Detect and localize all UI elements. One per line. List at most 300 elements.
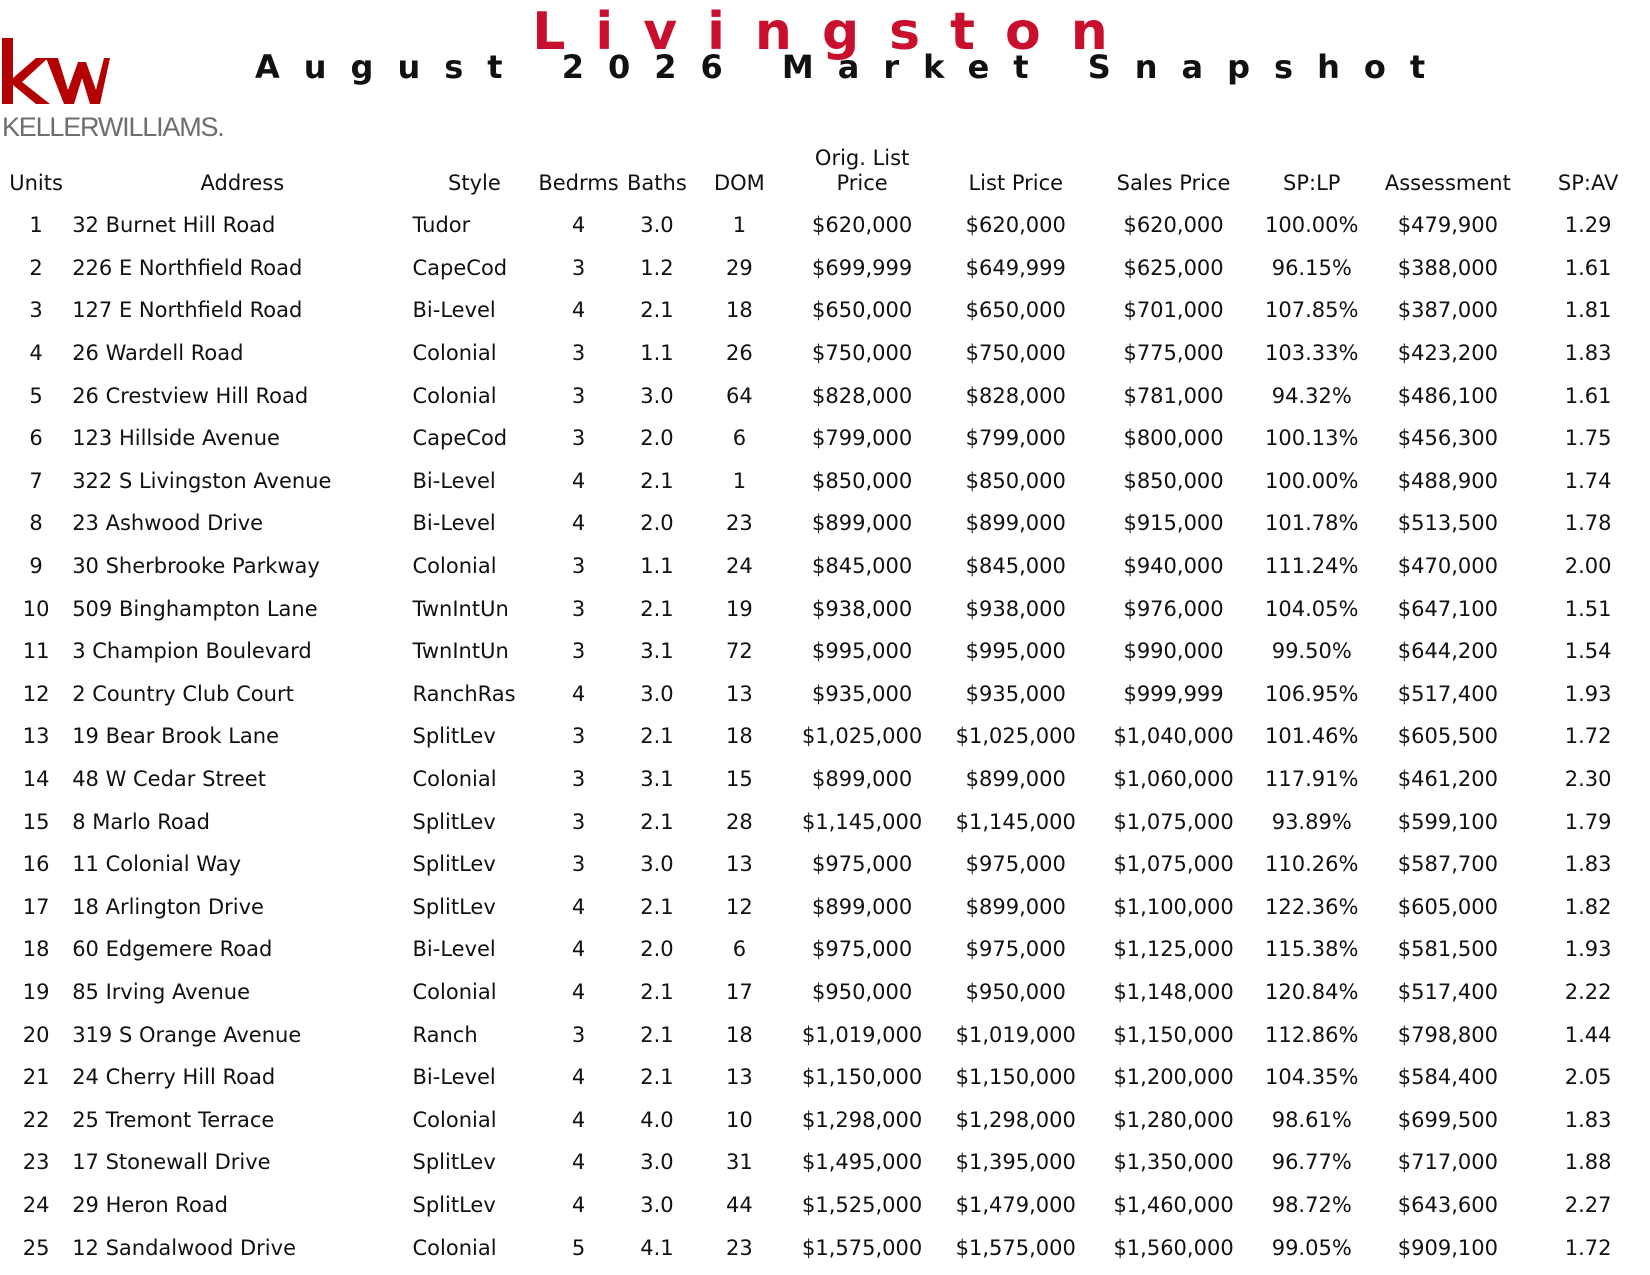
- cell-style: CapeCod: [412, 255, 508, 280]
- cell-sp-av: 1.88: [1564, 1150, 1612, 1175]
- cell-orig-list-price: $1,575,000: [802, 1235, 923, 1260]
- cell-dom: 28: [726, 809, 753, 834]
- cell-bedrooms: 3: [571, 639, 586, 664]
- cell-address: 127 E Northfield Road: [72, 298, 303, 323]
- cell-assessment: $587,700: [1397, 852, 1498, 877]
- cell-style: SplitLev: [412, 894, 496, 919]
- cell-orig-list-price: $899,000: [812, 511, 913, 536]
- cell-unit: 18: [22, 937, 50, 962]
- cell-bedrooms: 4: [571, 894, 586, 919]
- cell-address: 12 Sandalwood Drive: [72, 1235, 296, 1260]
- table-row: [0, 247, 1650, 290]
- cell-sp-av: 1.81: [1564, 298, 1612, 323]
- cell-unit: 12: [22, 681, 50, 706]
- cell-style: TwnIntUn: [412, 596, 509, 621]
- cell-baths: 3.1: [640, 767, 674, 792]
- cell-address: 509 Binghampton Lane: [72, 596, 318, 621]
- cell-address: 3 Champion Boulevard: [72, 639, 312, 664]
- cell-orig-list-price: $899,000: [812, 767, 913, 792]
- cell-dom: 15: [726, 767, 753, 792]
- cell-bedrooms: 3: [571, 554, 586, 579]
- cell-list-price: $899,000: [965, 767, 1066, 792]
- cell-dom: 23: [726, 1235, 753, 1260]
- table-row: [0, 289, 1650, 332]
- cell-unit: 1: [29, 213, 43, 238]
- cell-orig-list-price: $799,000: [812, 426, 913, 451]
- cell-list-price: $1,025,000: [955, 724, 1076, 749]
- cell-address: 85 Irving Avenue: [72, 979, 251, 1004]
- cell-bedrooms: 4: [571, 937, 586, 962]
- cell-baths: 2.1: [640, 724, 674, 749]
- cell-baths: 2.1: [640, 809, 674, 834]
- cell-orig-list-price: $845,000: [812, 554, 913, 579]
- cell-sp-lp: 100.00%: [1265, 468, 1359, 493]
- cell-orig-list-price: $650,000: [812, 298, 913, 323]
- cell-address: 25 Tremont Terrace: [72, 1107, 275, 1132]
- cell-list-price: $899,000: [965, 511, 1066, 536]
- cell-unit: 8: [29, 511, 43, 536]
- cell-assessment: $488,900: [1397, 468, 1498, 493]
- cell-dom: 18: [726, 724, 753, 749]
- cell-address: 226 E Northfield Road: [72, 255, 303, 280]
- cell-unit: 6: [29, 426, 43, 451]
- table-row: [0, 843, 1650, 886]
- cell-assessment: $517,400: [1397, 979, 1498, 1004]
- cell-sp-av: 1.72: [1564, 1235, 1612, 1260]
- table-row: [0, 417, 1650, 460]
- cell-dom: 31: [726, 1150, 753, 1175]
- table-row: [0, 204, 1650, 247]
- table-row: [0, 1013, 1650, 1056]
- cell-sales-price: $990,000: [1123, 639, 1224, 664]
- cell-sp-lp: 96.77%: [1271, 1150, 1352, 1175]
- cell-baths: 1.1: [640, 341, 674, 366]
- cell-sp-lp: 101.78%: [1265, 511, 1359, 536]
- cell-orig-list-price: $850,000: [812, 468, 913, 493]
- cell-baths: 2.1: [640, 894, 674, 919]
- cell-style: RanchRas: [412, 681, 516, 706]
- cell-address: 8 Marlo Road: [72, 809, 210, 834]
- cell-address: 11 Colonial Way: [72, 852, 242, 877]
- cell-orig-list-price: $935,000: [812, 681, 913, 706]
- column-header-sales-price: Sales Price: [1116, 171, 1231, 195]
- cell-bedrooms: 3: [571, 383, 586, 408]
- cell-sp-av: 1.72: [1564, 724, 1612, 749]
- cell-sales-price: $999,999: [1123, 681, 1224, 706]
- cell-bedrooms: 4: [571, 1065, 586, 1090]
- cell-sp-lp: 100.13%: [1265, 426, 1359, 451]
- table-row: [0, 886, 1650, 929]
- cell-assessment: $605,500: [1397, 724, 1498, 749]
- cell-sp-av: 1.74: [1564, 468, 1612, 493]
- cell-orig-list-price: $899,000: [812, 894, 913, 919]
- cell-sales-price: $1,148,000: [1113, 979, 1234, 1004]
- cell-baths: 3.0: [640, 213, 674, 238]
- table-row: [0, 1141, 1650, 1184]
- table-row: [0, 374, 1650, 417]
- cell-bedrooms: 3: [571, 596, 586, 621]
- cell-assessment: $647,100: [1397, 596, 1498, 621]
- cell-dom: 1: [732, 213, 747, 238]
- cell-sp-lp: 120.84%: [1265, 979, 1359, 1004]
- column-header-units: Units: [9, 171, 63, 195]
- cell-sales-price: $1,150,000: [1113, 1022, 1234, 1047]
- cell-orig-list-price: $1,298,000: [802, 1107, 923, 1132]
- cell-list-price: $1,298,000: [955, 1107, 1076, 1132]
- cell-orig-list-price: $975,000: [812, 852, 913, 877]
- cell-sp-lp: 101.46%: [1265, 724, 1359, 749]
- cell-dom: 23: [726, 511, 753, 536]
- logo-wordmark-bold: KELLER: [2, 112, 98, 142]
- cell-sp-av: 1.44: [1564, 1022, 1612, 1047]
- cell-sp-av: 2.22: [1564, 979, 1612, 1004]
- table-row: [0, 673, 1650, 716]
- cell-bedrooms: 4: [571, 298, 586, 323]
- cell-assessment: $584,400: [1397, 1065, 1498, 1090]
- cell-address: 23 Ashwood Drive: [72, 511, 264, 536]
- cell-sp-lp: 99.50%: [1271, 639, 1352, 664]
- cell-bedrooms: 3: [571, 341, 586, 366]
- cell-assessment: $486,100: [1397, 383, 1498, 408]
- cell-address: 123 Hillside Avenue: [72, 426, 280, 451]
- cell-style: SplitLev: [412, 1150, 496, 1175]
- column-header-bedrooms: Bedrms: [538, 171, 619, 195]
- cell-address: 17 Stonewall Drive: [72, 1150, 271, 1175]
- cell-bedrooms: 4: [571, 979, 586, 1004]
- cell-style: Bi-Level: [412, 1065, 496, 1090]
- cell-address: 30 Sherbrooke Parkway: [72, 554, 320, 579]
- cell-assessment: $699,500: [1397, 1107, 1498, 1132]
- cell-sp-lp: 104.05%: [1265, 596, 1359, 621]
- cell-sp-av: 2.30: [1564, 767, 1612, 792]
- cell-sp-lp: 106.95%: [1265, 681, 1359, 706]
- cell-assessment: $388,000: [1397, 255, 1498, 280]
- cell-list-price: $1,019,000: [955, 1022, 1076, 1047]
- cell-sp-av: 1.61: [1564, 383, 1612, 408]
- cell-address: 322 S Livingston Avenue: [72, 468, 332, 493]
- column-header-orig-list-price: Orig. List Price: [814, 146, 910, 195]
- cell-sp-lp: 104.35%: [1265, 1065, 1359, 1090]
- cell-assessment: $798,800: [1397, 1022, 1498, 1047]
- column-header-assessment: Assessment: [1384, 171, 1511, 195]
- cell-style: SplitLev: [412, 724, 496, 749]
- cell-assessment: $517,400: [1397, 681, 1498, 706]
- cell-dom: 13: [726, 681, 753, 706]
- cell-sales-price: $1,200,000: [1113, 1065, 1234, 1090]
- page-title: Livingston: [532, 2, 1138, 62]
- cell-style: Colonial: [412, 1107, 497, 1132]
- cell-address: 32 Burnet Hill Road: [72, 213, 276, 238]
- column-header-sp-lp: SP:LP: [1283, 171, 1341, 195]
- cell-assessment: $909,100: [1397, 1235, 1498, 1260]
- cell-orig-list-price: $1,150,000: [802, 1065, 923, 1090]
- cell-list-price: $1,150,000: [955, 1065, 1076, 1090]
- cell-orig-list-price: $1,019,000: [802, 1022, 923, 1047]
- cell-list-price: $850,000: [965, 468, 1066, 493]
- cell-unit: 2: [29, 255, 43, 280]
- cell-baths: 2.1: [640, 468, 674, 493]
- table-row: [0, 800, 1650, 843]
- cell-dom: 24: [726, 554, 753, 579]
- cell-list-price: $899,000: [965, 894, 1066, 919]
- cell-sales-price: $775,000: [1123, 341, 1224, 366]
- cell-bedrooms: 4: [571, 468, 586, 493]
- cell-unit: 24: [22, 1192, 50, 1217]
- cell-address: 26 Wardell Road: [72, 341, 244, 366]
- cell-sp-lp: 98.72%: [1271, 1192, 1352, 1217]
- cell-unit: 3: [29, 298, 43, 323]
- cell-list-price: $1,395,000: [955, 1150, 1076, 1175]
- cell-bedrooms: 5: [571, 1235, 586, 1260]
- cell-style: TwnIntUn: [412, 639, 509, 664]
- cell-sales-price: $800,000: [1123, 426, 1224, 451]
- cell-unit: 21: [22, 1065, 50, 1090]
- cell-sales-price: $1,125,000: [1113, 937, 1234, 962]
- cell-style: SplitLev: [412, 852, 496, 877]
- cell-sp-av: 1.82: [1564, 894, 1612, 919]
- table-row: [0, 460, 1650, 503]
- cell-style: Bi-Level: [412, 468, 496, 493]
- cell-sp-av: 1.61: [1564, 255, 1612, 280]
- market-snapshot-table: [0, 140, 1650, 1269]
- cell-style: Tudor: [412, 213, 471, 238]
- cell-sales-price: $1,075,000: [1113, 852, 1234, 877]
- cell-orig-list-price: $995,000: [812, 639, 913, 664]
- page-subtitle: August 2026 Market Snapshot: [255, 48, 1450, 86]
- cell-list-price: $1,575,000: [955, 1235, 1076, 1260]
- cell-sp-lp: 117.91%: [1265, 767, 1359, 792]
- cell-baths: 4.0: [640, 1107, 674, 1132]
- cell-orig-list-price: $950,000: [812, 979, 913, 1004]
- cell-bedrooms: 4: [571, 1107, 586, 1132]
- cell-baths: 1.2: [640, 255, 674, 280]
- cell-bedrooms: 4: [571, 1150, 586, 1175]
- cell-baths: 3.1: [640, 639, 674, 664]
- cell-sp-lp: 107.85%: [1265, 298, 1359, 323]
- cell-assessment: $605,000: [1397, 894, 1498, 919]
- cell-sales-price: $915,000: [1123, 511, 1224, 536]
- cell-sp-av: 2.00: [1564, 554, 1612, 579]
- cell-style: SplitLev: [412, 1192, 496, 1217]
- cell-list-price: $975,000: [965, 937, 1066, 962]
- cell-address: 29 Heron Road: [72, 1192, 228, 1217]
- logo-wordmark-light: WILLIAMS.: [97, 112, 224, 142]
- cell-dom: 6: [732, 937, 747, 962]
- cell-sp-av: 1.83: [1564, 852, 1612, 877]
- cell-list-price: $845,000: [965, 554, 1066, 579]
- cell-style: Colonial: [412, 767, 497, 792]
- table-row: [0, 502, 1650, 545]
- cell-unit: 10: [22, 596, 50, 621]
- cell-dom: 18: [726, 298, 753, 323]
- cell-dom: 18: [726, 1022, 753, 1047]
- cell-address: 18 Arlington Drive: [72, 894, 264, 919]
- cell-sp-av: 1.79: [1564, 809, 1612, 834]
- cell-baths: 3.0: [640, 1150, 674, 1175]
- cell-baths: 3.0: [640, 852, 674, 877]
- cell-bedrooms: 4: [571, 681, 586, 706]
- cell-assessment: $581,500: [1397, 937, 1498, 962]
- cell-dom: 12: [726, 894, 753, 919]
- cell-list-price: $649,999: [965, 255, 1066, 280]
- cell-unit: 17: [22, 894, 50, 919]
- cell-orig-list-price: $620,000: [812, 213, 913, 238]
- cell-dom: 1: [732, 468, 747, 493]
- cell-dom: 19: [726, 596, 753, 621]
- cell-orig-list-price: $1,525,000: [802, 1192, 923, 1217]
- table-row: [0, 332, 1650, 375]
- cell-style: Bi-Level: [412, 937, 496, 962]
- column-header-list-price: List Price: [968, 171, 1064, 195]
- cell-dom: 26: [726, 341, 753, 366]
- cell-style: Bi-Level: [412, 298, 496, 323]
- cell-sp-lp: 110.26%: [1265, 852, 1359, 877]
- cell-bedrooms: 4: [571, 213, 586, 238]
- cell-list-price: $1,479,000: [955, 1192, 1076, 1217]
- cell-list-price: $935,000: [965, 681, 1066, 706]
- table-row: [0, 1056, 1650, 1099]
- cell-assessment: $643,600: [1397, 1192, 1498, 1217]
- cell-unit: 25: [22, 1235, 50, 1260]
- cell-sales-price: $1,075,000: [1113, 809, 1234, 834]
- cell-dom: 44: [726, 1192, 753, 1217]
- cell-sales-price: $1,350,000: [1113, 1150, 1234, 1175]
- cell-bedrooms: 3: [571, 767, 586, 792]
- cell-address: 26 Crestview Hill Road: [72, 383, 309, 408]
- cell-baths: 2.1: [640, 298, 674, 323]
- cell-sp-av: 1.51: [1564, 596, 1612, 621]
- cell-sales-price: $1,280,000: [1113, 1107, 1234, 1132]
- cell-baths: 3.0: [640, 1192, 674, 1217]
- cell-list-price: $828,000: [965, 383, 1066, 408]
- cell-bedrooms: 3: [571, 426, 586, 451]
- cell-baths: 2.1: [640, 1022, 674, 1047]
- cell-dom: 72: [726, 639, 753, 664]
- cell-assessment: $387,000: [1397, 298, 1498, 323]
- cell-sales-price: $1,040,000: [1113, 724, 1234, 749]
- cell-baths: 3.0: [640, 383, 674, 408]
- cell-style: Colonial: [412, 1235, 497, 1260]
- cell-sales-price: $976,000: [1123, 596, 1224, 621]
- cell-assessment: $479,900: [1397, 213, 1498, 238]
- cell-orig-list-price: $828,000: [812, 383, 913, 408]
- cell-orig-list-price: $938,000: [812, 596, 913, 621]
- cell-style: Colonial: [412, 554, 497, 579]
- column-header-baths: Baths: [627, 171, 687, 195]
- cell-list-price: $975,000: [965, 852, 1066, 877]
- cell-sales-price: $701,000: [1123, 298, 1224, 323]
- cell-sp-lp: 98.61%: [1271, 1107, 1352, 1132]
- cell-sp-av: 2.27: [1564, 1192, 1612, 1217]
- cell-sp-lp: 103.33%: [1265, 341, 1359, 366]
- cell-assessment: $461,200: [1397, 767, 1498, 792]
- cell-list-price: $650,000: [965, 298, 1066, 323]
- table-row: [0, 758, 1650, 801]
- cell-sp-lp: 122.36%: [1265, 894, 1359, 919]
- cell-sales-price: $781,000: [1123, 383, 1224, 408]
- cell-address: 2 Country Club Court: [72, 681, 294, 706]
- cell-address: 19 Bear Brook Lane: [72, 724, 279, 749]
- table-row: [0, 1184, 1650, 1227]
- cell-sales-price: $620,000: [1123, 213, 1224, 238]
- cell-list-price: $799,000: [965, 426, 1066, 451]
- cell-assessment: $717,000: [1397, 1150, 1498, 1175]
- cell-assessment: $423,200: [1397, 341, 1498, 366]
- cell-style: CapeCod: [412, 426, 508, 451]
- cell-sp-av: 1.78: [1564, 511, 1612, 536]
- cell-orig-list-price: $1,025,000: [802, 724, 923, 749]
- cell-baths: 2.1: [640, 596, 674, 621]
- cell-assessment: $644,200: [1397, 639, 1498, 664]
- cell-list-price: $750,000: [965, 341, 1066, 366]
- cell-sp-lp: 94.32%: [1271, 383, 1352, 408]
- cell-unit: 23: [22, 1150, 50, 1175]
- cell-list-price: $950,000: [965, 979, 1066, 1004]
- cell-sp-lp: 112.86%: [1265, 1022, 1359, 1047]
- cell-unit: 19: [22, 979, 50, 1004]
- cell-sp-av: 1.75: [1564, 426, 1612, 451]
- column-header-address: Address: [200, 171, 285, 195]
- cell-sp-lp: 100.00%: [1265, 213, 1359, 238]
- cell-orig-list-price: $1,495,000: [802, 1150, 923, 1175]
- cell-sp-lp: 99.05%: [1271, 1235, 1352, 1260]
- cell-unit: 16: [22, 852, 50, 877]
- cell-bedrooms: 4: [571, 1192, 586, 1217]
- cell-baths: 2.0: [640, 426, 674, 451]
- table-row: [0, 715, 1650, 758]
- cell-sales-price: $1,060,000: [1113, 767, 1234, 792]
- cell-unit: 4: [29, 341, 43, 366]
- table-row: [0, 971, 1650, 1014]
- cell-unit: 5: [29, 383, 43, 408]
- cell-orig-list-price: $750,000: [812, 341, 913, 366]
- cell-dom: 10: [726, 1107, 753, 1132]
- cell-sales-price: $1,460,000: [1113, 1192, 1234, 1217]
- table-row: [0, 630, 1650, 673]
- cell-bedrooms: 3: [571, 255, 586, 280]
- cell-dom: 13: [726, 1065, 753, 1090]
- cell-sp-lp: 115.38%: [1265, 937, 1359, 962]
- cell-assessment: $456,300: [1397, 426, 1498, 451]
- cell-baths: 1.1: [640, 554, 674, 579]
- cell-assessment: $470,000: [1397, 554, 1498, 579]
- cell-sales-price: $850,000: [1123, 468, 1224, 493]
- cell-baths: 2.0: [640, 937, 674, 962]
- cell-bedrooms: 3: [571, 724, 586, 749]
- cell-orig-list-price: $975,000: [812, 937, 913, 962]
- cell-sp-av: 1.29: [1564, 213, 1612, 238]
- cell-unit: 20: [22, 1022, 50, 1047]
- column-header-style: Style: [448, 171, 501, 195]
- cell-sales-price: $625,000: [1123, 255, 1224, 280]
- cell-address: 48 W Cedar Street: [72, 767, 266, 792]
- cell-sp-av: 1.54: [1564, 639, 1612, 664]
- cell-sp-lp: 96.15%: [1271, 255, 1352, 280]
- table-row: [0, 545, 1650, 588]
- column-header-dom: DOM: [713, 171, 765, 195]
- cell-baths: 2.1: [640, 979, 674, 1004]
- cell-address: 319 S Orange Avenue: [72, 1022, 302, 1047]
- cell-unit: 22: [22, 1107, 50, 1132]
- cell-bedrooms: 3: [571, 852, 586, 877]
- cell-list-price: $1,145,000: [955, 809, 1076, 834]
- cell-sp-av: 2.05: [1564, 1065, 1612, 1090]
- cell-address: 24 Cherry Hill Road: [72, 1065, 276, 1090]
- cell-style: Colonial: [412, 341, 497, 366]
- table-row: [0, 928, 1650, 971]
- table-row: [0, 1226, 1650, 1269]
- cell-dom: 17: [726, 979, 753, 1004]
